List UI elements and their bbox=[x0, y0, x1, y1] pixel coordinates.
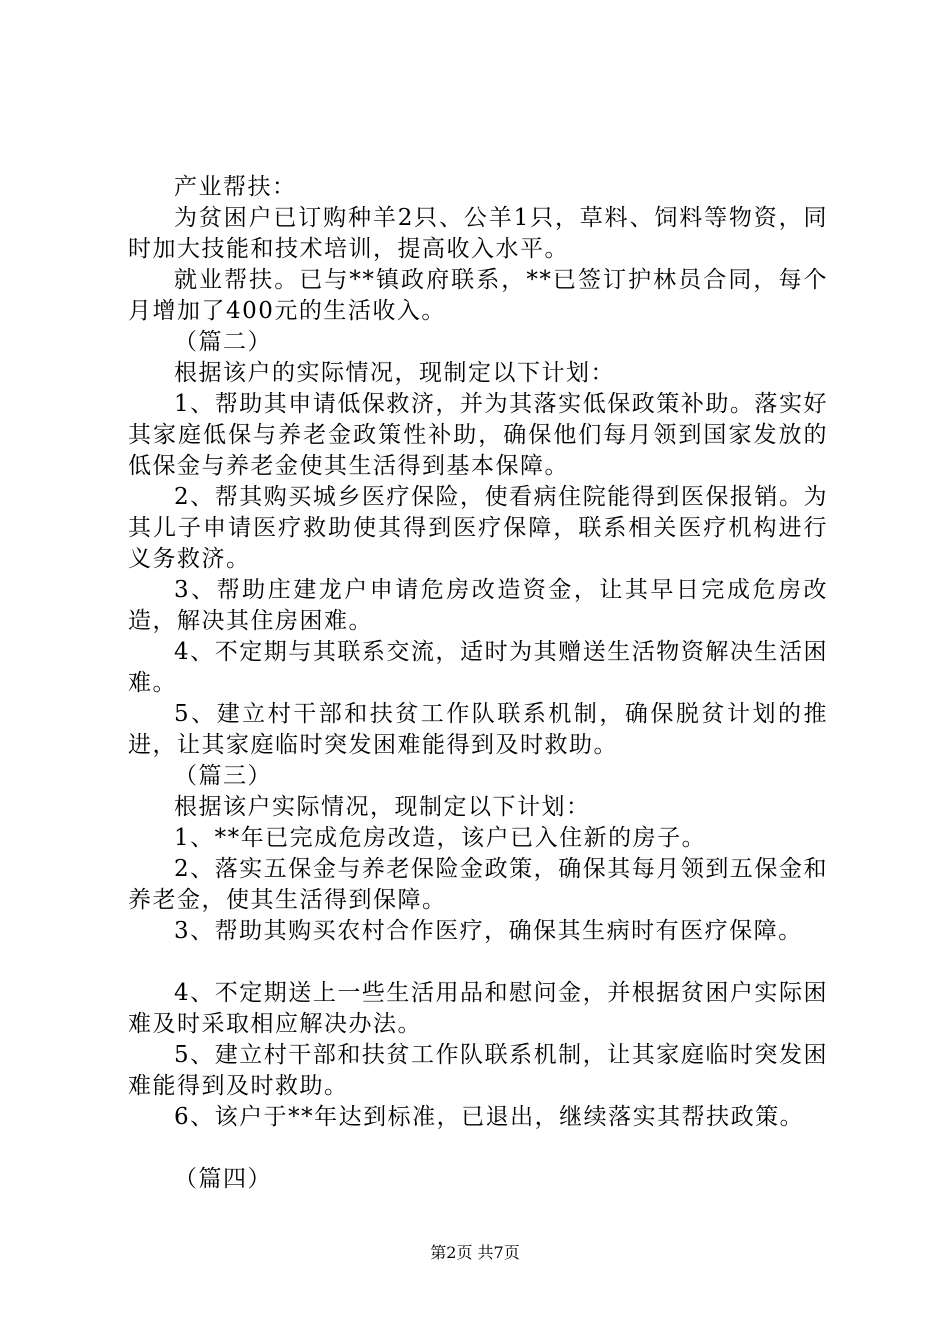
paragraph-plan-two-item-4: 4、不定期与其联系交流，适时为其赠送生活物资解决生活困难。 bbox=[128, 639, 828, 696]
page-footer: 第2页 共7页 bbox=[430, 1243, 520, 1262]
paragraph-plan-three-item-4: 4、不定期送上一些生活用品和慰问金，并根据贫困户实际困难及时采取相应解决办法。 bbox=[128, 980, 828, 1037]
paragraph-plan-three-item-5: 5、建立村干部和扶贫工作队联系机制，让其家庭临时突发困难能得到及时救助。 bbox=[128, 1042, 828, 1099]
paragraph-plan-three-item-6: 6、该户于**年达到标准，已退出，继续落实其帮扶政策。 bbox=[174, 1104, 805, 1130]
paragraph-plan-three-item-1: 1、**年已完成危房改造，该户已入住新的房子。 bbox=[174, 825, 707, 851]
paragraph-industry-support: 为贫困户已订购种羊2只、公羊1只，草料、饲料等物资，同时加大技能和技术培训，提高收入水平。 bbox=[128, 205, 828, 262]
paragraph-plan-two-item-5: 5、建立村干部和扶贫工作队联系机制，确保脱贫计划的推进，让其家庭临时突发困难能得到及时救助。 bbox=[128, 701, 828, 758]
paragraph-plan-two-item-1: 1、帮助其申请低保救济，并为其落实低保政策补助。落实好其家庭低保与养老金政策性补助，确保他们每月领到国家发放的低保金与养老金使其生活得到基本保障。 bbox=[128, 391, 828, 479]
section-heading-part-two: （篇二） bbox=[174, 329, 272, 355]
paragraph-plan-two-item-2: 2、帮其购买城乡医疗保险，使看病住院能得到医保报销。为其儿子申请医疗救助使其得到医疗保障，联系相关医疗机构进行义务救济。 bbox=[128, 484, 828, 572]
paragraph-plan-intro-three: 根据该户实际情况，现制定以下计划： bbox=[174, 794, 591, 820]
paragraph-plan-two-item-3: 3、帮助庄建龙户申请危房改造资金，让其早日完成危房改造，解决其住房困难。 bbox=[128, 577, 828, 634]
section-heading-part-three: （篇三） bbox=[174, 763, 272, 789]
section-heading-part-four: （篇四） bbox=[174, 1166, 272, 1192]
blank-line bbox=[128, 947, 828, 978]
paragraph-employment-support: 就业帮扶。已与**镇政府联系，**已签订护林员合同，每个月增加了400元的生活收入。 bbox=[128, 267, 828, 324]
paragraph-plan-three-item-2: 2、落实五保金与养老保险金政策，确保其每月领到五保金和养老金，使其生活得到保障。 bbox=[128, 856, 828, 913]
paragraph-plan-intro-two: 根据该户的实际情况，现制定以下计划： bbox=[174, 360, 615, 386]
document-body bbox=[128, 172, 828, 1195]
paragraph-plan-three-item-3: 3、帮助其购买农村合作医疗，确保其生病时有医疗保障。 bbox=[174, 918, 803, 944]
blank-line bbox=[128, 1133, 828, 1164]
paragraph-industry-support-heading: 产业帮扶： bbox=[174, 174, 297, 200]
